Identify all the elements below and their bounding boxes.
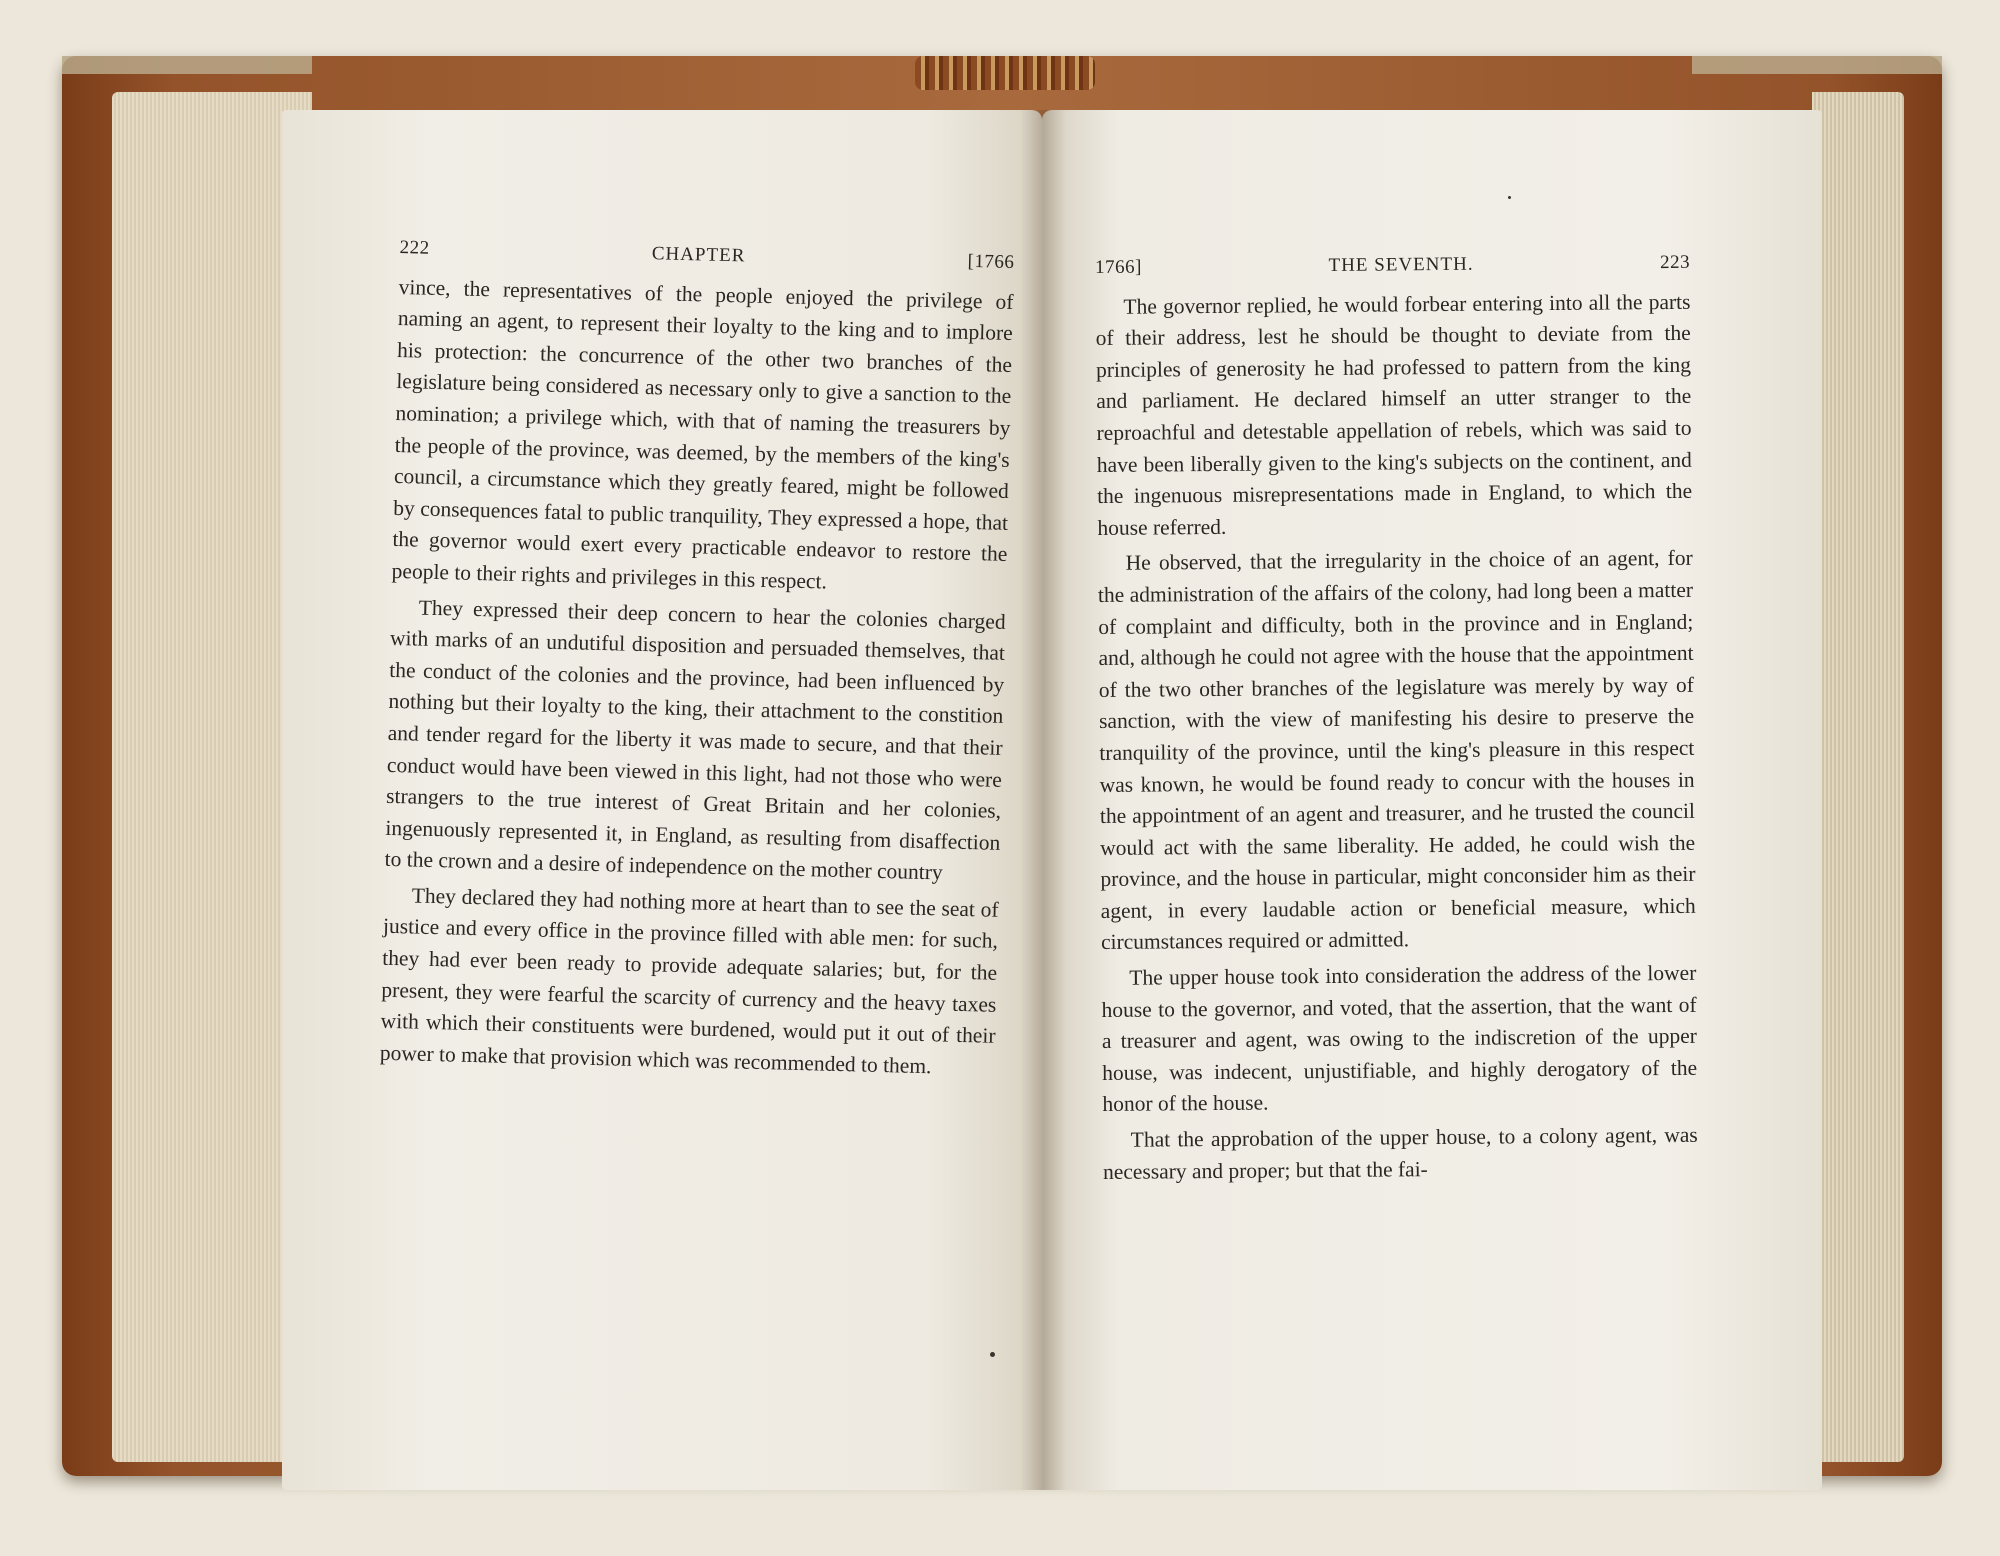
right-fore-edge [1812, 92, 1904, 1462]
ink-speck [1508, 196, 1511, 199]
paragraph: That the approbation of the upper house, to a colony agent, was necessary and proper; but that the fai- [1102, 1122, 1698, 1184]
cover-cloth-left [62, 56, 312, 74]
page-year: 1766] [1095, 256, 1143, 278]
paragraph: The governor replied, he would forbear entering into all the parts of their address, lest he should be thought to deviate from the principles of generosity he had professed to pattern from the king and parliament. He declared himself an utter stranger to the reproachful and detestable appellation of rebels, which was said to have been liberally given to the king's subjects on the continent, and the ingenuous misrepresentations made in England, to which the house referred. [1095, 289, 1693, 540]
running-title: THE SEVENTH. [1328, 253, 1474, 276]
paragraph: They expressed their deep concern to hear the colonies charged with marks of an undutiful disposition and persuaded themselves, that the conduct of the colonies and the province, had been influenced by nothing but their loyalty to the king, their attachment to the constition and tender regard for the liberty it was made to secure, and that their conduct would have been viewed in this light, had not those who were strangers to the true interest of Great Britain and her colonies, ingenuously represented it, in England, as resulting from disaffection to the crown and a desire of independence on the mother country [384, 595, 1006, 885]
paragraph: He observed, that the irregularity in the choice of an agent, for the administration of the affairs of the colony, had long been a matter of complaint and difficulty, both in the province and in England; and, although he could not agree with the house that the appointment of the two other branches of the legislature was merely by way of sanction, with the view of manifesting his desire to preserve the tranquility of the province, until the king's pleasure in this respect was known, he would be found ready to concur with the houses in the appointment of an agent and treasurer, and he trusted the council would act with the same liberality. He added, he could wish the province, and the house in particular, might conconsider him as their agent, in every laudable action or beneficial measure, which circumstances required or admitted. [1097, 546, 1696, 955]
page-number: 222 [399, 236, 430, 259]
paragraph: They declared they had nothing more at heart than to see the seat of justice and every office in the province filled with able men: for such, they had ever been ready to provide adequate salaries; but, for the present, they were fearful the scarcity of currency and the heavy taxes with which their constituents were burdened, would put it out of their power to make that provision which was recommended to them. [379, 883, 999, 1079]
left-page-text [380, 232, 1015, 1084]
right-page-text [1095, 247, 1698, 1188]
paragraph: The upper house took into consideration the address of the lower house to the governor, and voted, that the assertion, that the want of a treasurer and agent, was owing to the indiscretion of the upper house, was indecent, unjustifiable, and highly derogatory of the honor of the house. [1101, 960, 1698, 1117]
spine-headband [915, 56, 1095, 90]
paragraph: vince, the representatives of the people enjoyed the privilege of naming an agent, to represent their loyalty to the king and to implore his protection: the concurrence of the other two branches of the legislature being considered as necessary only to give a sanction to the nomination; a privilege which, with that of naming the treasurers by the people of the province, was deemed, by the members of the king's council, a circumstance which they greatly feared, might be followed by consequences fatal to public tranquility, They expressed a hope, that the governor would exert every practicable endeavor to restore the people to their rights and privileges in this respect. [391, 274, 1014, 594]
book-gutter [1020, 110, 1066, 1490]
page-year: [1766 [967, 250, 1015, 274]
running-title: CHAPTER [651, 243, 746, 267]
page-number: 223 [1660, 251, 1691, 274]
ink-speck [990, 1352, 995, 1357]
cover-cloth-right [1692, 56, 1942, 74]
right-page-header [1095, 247, 1690, 284]
